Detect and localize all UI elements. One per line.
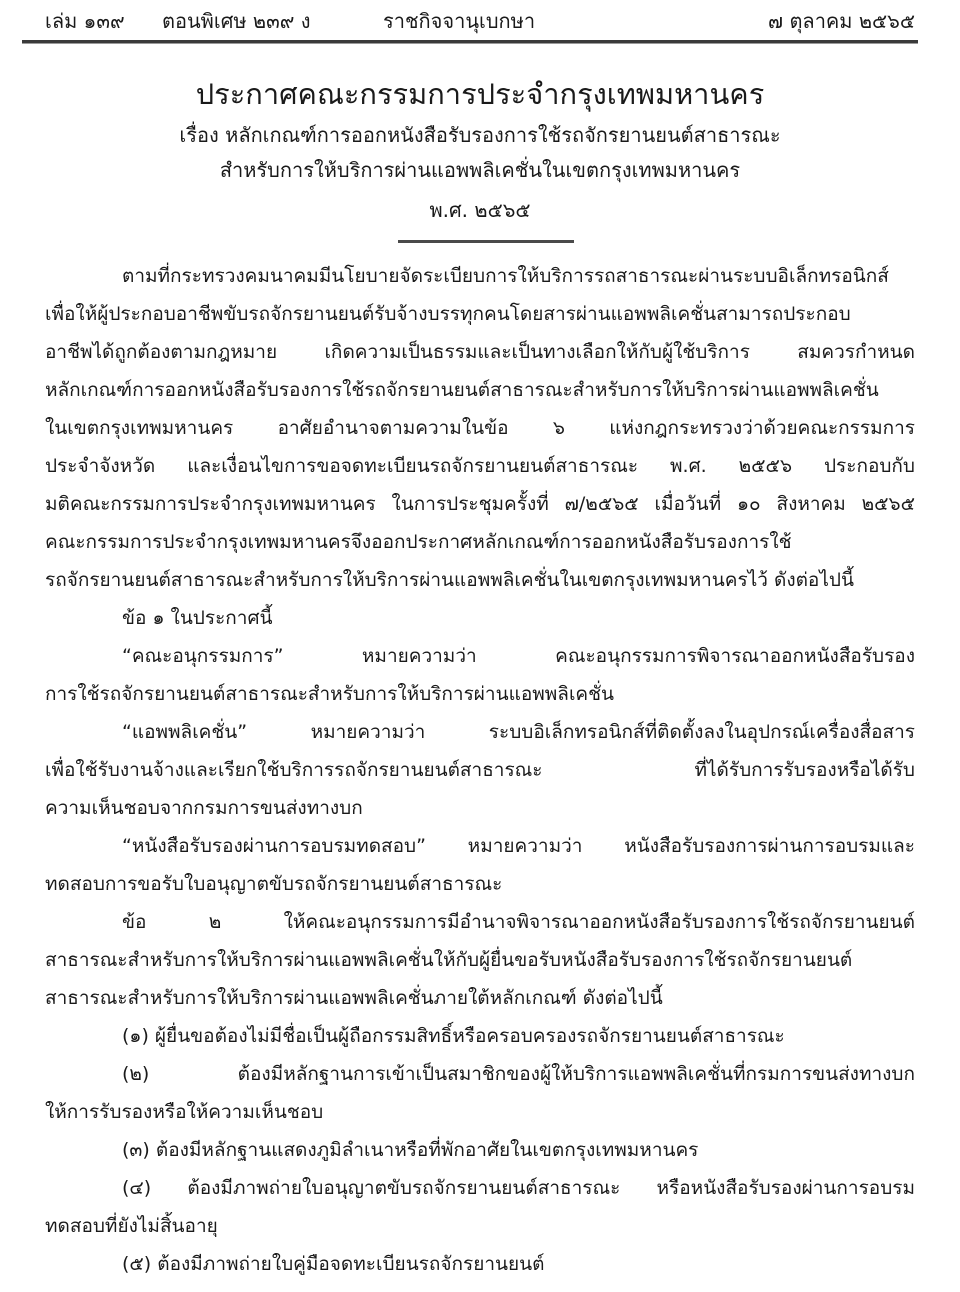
criterion-5: (๕) ต้องมีภาพถ่ายใบคู่มือจดทะเบียนรถจักรยานยนต์ [122, 1253, 545, 1275]
body-line: เพื่อใช้รับงานจ้างและเรียกใช้บริการรถจักรยานยนต์สาธารณะ ที่ได้รับการรับรองหรือได้รับ [45, 759, 915, 781]
criterion-3: (๓) ต้องมีหลักฐานแสดงภูมิลำเนาหรือที่พักอาศัยในเขตกรุงเทพมหานคร [122, 1139, 699, 1161]
body-line: เพื่อให้ผู้ประกอบอาชีพขับรถจักรยานยนต์รับจ้างบรรทุกคนโดยสารผ่านแอพพลิเคชั่นสามารถประกอบ [45, 303, 851, 325]
body-line: มติคณะกรรมการประจำกรุงเทพมหานคร ในการประชุมครั้งที่ ๗/๒๕๖๕ เมื่อวันที่ ๑๐ สิงหาคม ๒๕๖๕ [45, 493, 915, 515]
criterion-4: (๔) ต้องมีภาพถ่ายใบอนุญาตขับรถจักรยานยนต์สาธารณะ หรือหนังสือรับรองผ่านการอบรม [122, 1177, 915, 1199]
criterion-2: (๒) ต้องมีหลักฐานการเข้าเป็นสมาชิกของผู้ให้บริการแอพพลิเคชั่นที่กรมการขนส่งทางบก [122, 1063, 915, 1085]
clause-1-heading: ข้อ ๑ ในประกาศนี้ [122, 607, 273, 629]
body-line: ทดสอบการขอรับใบอนุญาตขับรถจักรยานยนต์สาธารณะ [45, 873, 503, 895]
body-line: การใช้รถจักรยานยนต์สาธารณะสำหรับการให้บริการผ่านแอพพลิเคชั่น [45, 683, 615, 705]
header-publication: ราชกิจจานุเบกษา [383, 9, 536, 33]
title-year: พ.ศ. ๒๕๖๕ [429, 198, 531, 222]
body-line: คณะกรรมการประจำกรุงเทพมหานครจึงออกประกาศหลักเกณฑ์การออกหนังสือรับรองการใช้ [45, 531, 792, 553]
subject-line-1: เรื่อง หลักเกณฑ์การออกหนังสือรับรองการใช้รถจักรยานยนต์สาธารณะ [179, 123, 781, 147]
header-date: ๗ ตุลาคม ๒๕๖๕ [768, 9, 915, 33]
body-line: รถจักรยานยนต์สาธารณะสำหรับการให้บริการผ่านแอพพลิเคชั่นในเขตกรุงเทพมหานครไว้ ดังต่อไปนี้ [45, 569, 854, 591]
subject-line-2: สำหรับการให้บริการผ่านแอพพลิเคชั่นในเขตกรุงเทพมหานคร [219, 158, 741, 182]
body-line: สาธารณะสำหรับการให้บริการผ่านแอพพลิเคชั่นให้กับผู้ยื่นขอรับหนังสือรับรองการใช้รถจักรยานยนต์ [45, 949, 853, 971]
body-line: ให้การรับรองหรือให้ความเห็นชอบ [45, 1101, 324, 1123]
header-issue: ตอนพิเศษ ๒๓๙ ง [162, 9, 311, 33]
criterion-1: (๑) ผู้ยื่นขอต้องไม่มีชื่อเป็นผู้ถือกรรมสิทธิ์หรือครอบครองรถจักรยานยนต์สาธารณะ [122, 1025, 785, 1047]
definition-subcommittee: “คณะอนุกรรมการ” หมายความว่า คณะอนุกรรมการพิจารณาออกหนังสือรับรอง [122, 645, 915, 667]
body-line: ประจำจังหวัด และเงื่อนไขการขอจดทะเบียนรถจักรยานยนต์สาธารณะ พ.ศ. ๒๕๕๖ ประกอบกับ [45, 455, 915, 477]
body-line: ตามที่กระทรวงคมนาคมมีนโยบายจัดระเบียบการให้บริการรถสาธารณะผ่านระบบอิเล็กทรอนิกส์ [122, 265, 889, 287]
body-line: สาธารณะสำหรับการให้บริการผ่านแอพพลิเคชั่นภายใต้หลักเกณฑ์ ดังต่อไปนี้ [45, 987, 663, 1009]
body-line: อาชีพได้ถูกต้องตามกฎหมาย เกิดความเป็นธรรมและเป็นทางเลือกให้กับผู้ใช้บริการ สมควรกำหนด [45, 341, 915, 363]
body-line: ความเห็นชอบจากกรมการขนส่งทางบก [45, 797, 363, 819]
title-divider [398, 240, 574, 243]
header-volume: เล่ม ๑๓๙ [45, 9, 125, 33]
page-title: ประกาศคณะกรรมการประจำกรุงเทพมหานคร [195, 77, 765, 111]
definition-application: “แอพพลิเคชั่น” หมายความว่า ระบบอิเล็กทรอนิกส์ที่ติดตั้งลงในอุปกรณ์เครื่องสื่อสาร [122, 721, 915, 743]
clause-2-heading: ข้อ ๒ ให้คณะอนุกรรมการมีอำนาจพิจารณาออกหนังสือรับรองการใช้รถจักรยานยนต์ [122, 911, 915, 933]
body-line: หลักเกณฑ์การออกหนังสือรับรองการใช้รถจักรยานยนต์สาธารณะสำหรับการให้บริการผ่านแอพพลิเคชั่น [45, 379, 879, 401]
definition-training-certificate: “หนังสือรับรองผ่านการอบรมทดสอบ” หมายความว่า หนังสือรับรองการผ่านการอบรมและ [122, 835, 915, 857]
header-bar [45, 6, 915, 36]
header-divider [22, 40, 918, 44]
body-line: ทดสอบที่ยังไม่สิ้นอายุ [45, 1215, 218, 1237]
body-line: ในเขตกรุงเทพมหานคร อาศัยอำนาจตามความในข้อ ๖ แห่งกฎกระทรวงว่าด้วยคณะกรรมการ [45, 417, 915, 439]
